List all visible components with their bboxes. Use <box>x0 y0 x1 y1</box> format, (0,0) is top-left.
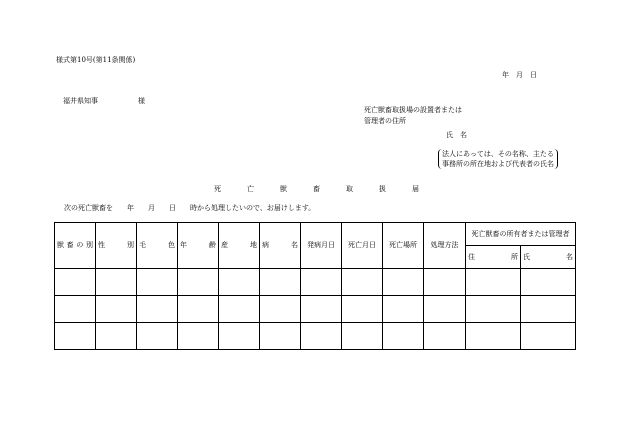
header-species <box>55 223 96 269</box>
submission-date: 年 月 日 <box>502 71 537 79</box>
table-cell[interactable] <box>178 269 219 296</box>
header-death-place: 死亡場所 <box>383 223 424 269</box>
table-cell[interactable] <box>55 296 96 323</box>
header-age: 年齢 <box>178 223 219 269</box>
table-cell[interactable] <box>424 323 466 350</box>
table-cell[interactable] <box>260 323 301 350</box>
table-cell[interactable] <box>301 269 342 296</box>
header-death-date: 死亡月日 <box>342 223 383 269</box>
table-cell[interactable] <box>219 296 260 323</box>
header-coat-color: 毛色 <box>137 223 178 269</box>
document-title: 死亡獣畜取扱届 <box>214 185 445 193</box>
table-cell[interactable] <box>55 269 96 296</box>
table-cell[interactable] <box>383 269 424 296</box>
addressee-honorific: 様 <box>138 97 145 105</box>
table-cell[interactable] <box>137 323 178 350</box>
header-owner-address: 住所 <box>466 246 521 269</box>
table-cell[interactable] <box>178 296 219 323</box>
table-cell[interactable] <box>342 323 383 350</box>
table-cell[interactable] <box>260 296 301 323</box>
table-cell[interactable] <box>424 296 466 323</box>
table-cell[interactable] <box>178 323 219 350</box>
table-cell[interactable] <box>137 269 178 296</box>
table-row <box>55 269 576 296</box>
table-cell[interactable] <box>466 296 521 323</box>
header-onset-date: 発病月日 <box>301 223 342 269</box>
table-cell[interactable] <box>342 296 383 323</box>
submitter-address-label <box>364 105 462 127</box>
table-cell[interactable] <box>219 269 260 296</box>
header-disposal-method: 処理方法 <box>424 223 466 269</box>
statement-text: 次の死亡獣畜を 年 月 日 時から処理したいので、お届けします。 <box>64 204 316 212</box>
table-cell[interactable] <box>96 269 137 296</box>
table-cell[interactable] <box>342 269 383 296</box>
table-row <box>55 296 576 323</box>
form-number: 様式第10号(第11条関係) <box>56 56 136 64</box>
table-cell[interactable] <box>55 323 96 350</box>
table-cell[interactable] <box>260 269 301 296</box>
header-owner-name: 氏名 <box>521 246 576 269</box>
table-cell[interactable] <box>466 323 521 350</box>
livestock-table <box>54 222 576 350</box>
corporation-note-line2: 事務所の所在地および代表者の氏名 <box>442 160 554 168</box>
addressee-name: 福井県知事 <box>63 97 98 105</box>
header-owner-group: 死亡獣畜の所有者または管理者 <box>466 223 576 246</box>
table-cell[interactable] <box>521 269 576 296</box>
table-cell[interactable] <box>424 269 466 296</box>
table-cell[interactable] <box>301 323 342 350</box>
corporation-note-line1: 法人にあっては、その名称、主たる <box>442 150 554 158</box>
table-cell[interactable] <box>383 323 424 350</box>
submitter-address-line2: 管理者の住所 <box>364 117 406 125</box>
table-cell[interactable] <box>383 296 424 323</box>
table-cell[interactable] <box>137 296 178 323</box>
table-cell[interactable] <box>96 323 137 350</box>
table-cell[interactable] <box>301 296 342 323</box>
table-row <box>55 323 576 350</box>
header-species-text: 獣畜の別 <box>57 241 93 249</box>
table-cell[interactable] <box>521 296 576 323</box>
header-disease: 病名 <box>260 223 301 269</box>
submitter-address-line1: 死亡獣畜取扱場の設置者または <box>364 106 462 114</box>
header-origin: 産地 <box>219 223 260 269</box>
table-cell[interactable] <box>521 323 576 350</box>
submitter-name-label: 氏 名 <box>446 131 467 139</box>
table-cell[interactable] <box>219 323 260 350</box>
addressee <box>63 98 145 105</box>
corporation-note <box>438 149 558 169</box>
table-cell[interactable] <box>466 269 521 296</box>
table-cell[interactable] <box>96 296 137 323</box>
header-sex: 性別 <box>96 223 137 269</box>
